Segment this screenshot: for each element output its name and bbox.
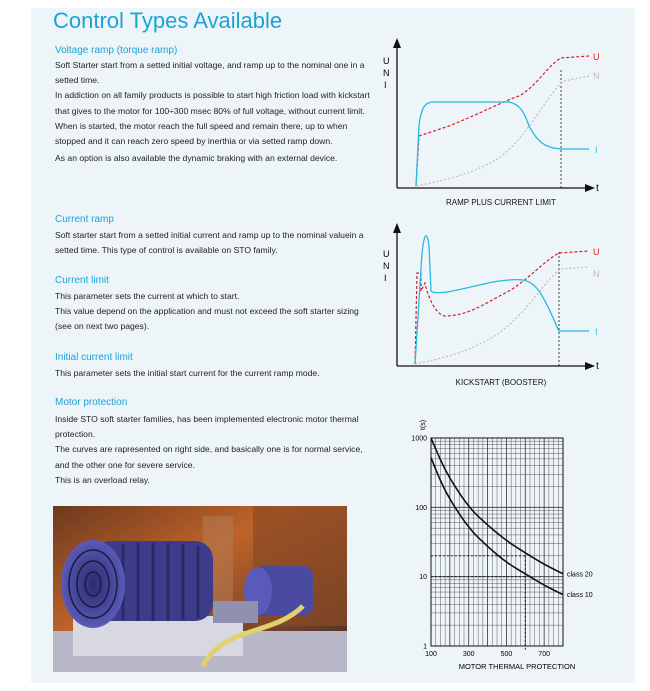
section-body-current-limit bbox=[55, 289, 377, 335]
y-axis-arrow bbox=[393, 38, 401, 48]
y-tick-label: 1 bbox=[423, 643, 427, 651]
kickstart-diagram bbox=[379, 221, 609, 371]
y-axis-label: t(s) bbox=[420, 419, 427, 430]
chart-title: MOTOR THERMAL PROTECTION bbox=[458, 662, 576, 671]
motor-photo-illustration bbox=[53, 506, 347, 672]
curve-u bbox=[416, 56, 589, 186]
section-body-initial-current-limit bbox=[55, 366, 377, 381]
y-axis-arrow bbox=[393, 223, 401, 233]
paragraph: Soft Starter start from a setted initial voltage, and ramp up to the nominal one in a setted time. bbox=[55, 60, 365, 86]
curve-i bbox=[416, 102, 589, 186]
curve-label-i: I bbox=[595, 327, 598, 337]
paragraph: This parameter sets the initial start current for the current ramp mode. bbox=[55, 368, 320, 378]
curve-u bbox=[415, 251, 589, 364]
y-label-n: N bbox=[383, 261, 390, 271]
page bbox=[31, 8, 635, 683]
curve-label-n: N bbox=[593, 71, 600, 81]
paragraph: As an option is also available the dynamic braking with an external device. bbox=[55, 153, 338, 164]
page-title: Control Types Available bbox=[53, 8, 283, 33]
ramp-current-limit-diagram bbox=[379, 36, 609, 211]
curve-label-u: U bbox=[593, 52, 600, 62]
paragraph: When is started, the motor reach the full speed and remain there, up to when stopped and it can reach zero speed by inerthia or via setted ramp down. bbox=[55, 120, 348, 147]
paragraph: This parameter sets the current at which to start. bbox=[55, 291, 240, 301]
x-tick-label: 700 bbox=[538, 651, 550, 658]
x-label-t: t bbox=[596, 183, 599, 194]
y-label-i: I bbox=[384, 273, 387, 283]
kickstart-diagram-caption: KICKSTART (BOOSTER) bbox=[455, 378, 547, 387]
section-heading-motor-protection: Motor protection bbox=[55, 397, 128, 408]
chart-ticks bbox=[411, 436, 550, 659]
paragraph: This value depend on the application and must not exceed the soft starter sizing (see on next two pages). bbox=[55, 306, 359, 332]
x-label-t: t bbox=[596, 361, 599, 371]
paragraph: In addiction on all family products is possible to start high friction load with kickstart that gives to the motor for 100÷300 msec 80% of full voltage, without current limit. bbox=[55, 90, 370, 116]
x-tick-label: 300 bbox=[462, 651, 475, 658]
thermal-protection-chart bbox=[391, 403, 601, 673]
chart-grid bbox=[431, 438, 563, 646]
paragraph: Inside STO soft starter families, has been implemented electronic motor thermal protection. bbox=[55, 414, 359, 440]
y-tick-label: 10 bbox=[419, 574, 427, 582]
section-heading-current-limit: Current limit bbox=[55, 275, 109, 286]
y-tick-label: 1000 bbox=[411, 435, 427, 443]
series-label: class 10 bbox=[567, 592, 593, 600]
y-label-u: U bbox=[383, 56, 390, 66]
curve-label-n: N bbox=[593, 269, 600, 279]
section-body-voltage-ramp bbox=[55, 58, 377, 166]
section-heading-voltage-ramp: Voltage ramp (torque ramp) bbox=[55, 45, 178, 56]
x-tick-label: 500 bbox=[500, 651, 513, 658]
section-body-motor-protection bbox=[55, 412, 377, 488]
section-body-current-ramp bbox=[55, 228, 377, 258]
paragraph: The curves are rapresented on right side, and basically one is for normal service, and the other one for severe service. bbox=[55, 444, 363, 470]
motor-photo bbox=[53, 506, 347, 672]
ramp-diagram-caption: RAMP PLUS CURRENT LIMIT bbox=[446, 198, 556, 207]
x-tick-label: 100 bbox=[425, 651, 437, 658]
paragraph: Soft starter start from a setted initial current and ramp up to the nominal valuein a setted time. This type of control is available on STO family. bbox=[55, 230, 364, 256]
x-axis-arrow bbox=[585, 184, 595, 192]
chart-series bbox=[431, 438, 593, 599]
series-label: class 20 bbox=[567, 571, 593, 579]
x-axis-arrow bbox=[585, 362, 595, 370]
curve-label-i: I bbox=[595, 145, 598, 155]
y-label-n: N bbox=[383, 68, 390, 78]
curve-n bbox=[415, 267, 589, 364]
curve-i bbox=[415, 236, 589, 364]
y-tick-label: 100 bbox=[415, 504, 427, 512]
section-heading-initial-current-limit: Initial current limit bbox=[55, 352, 133, 363]
y-label-u: U bbox=[383, 249, 390, 259]
curve-n bbox=[417, 76, 589, 186]
paragraph: This is an overload relay. bbox=[55, 474, 150, 485]
curve-label-u: U bbox=[593, 247, 600, 257]
section-heading-current-ramp: Current ramp bbox=[55, 214, 114, 225]
y-label-i: I bbox=[384, 80, 387, 90]
